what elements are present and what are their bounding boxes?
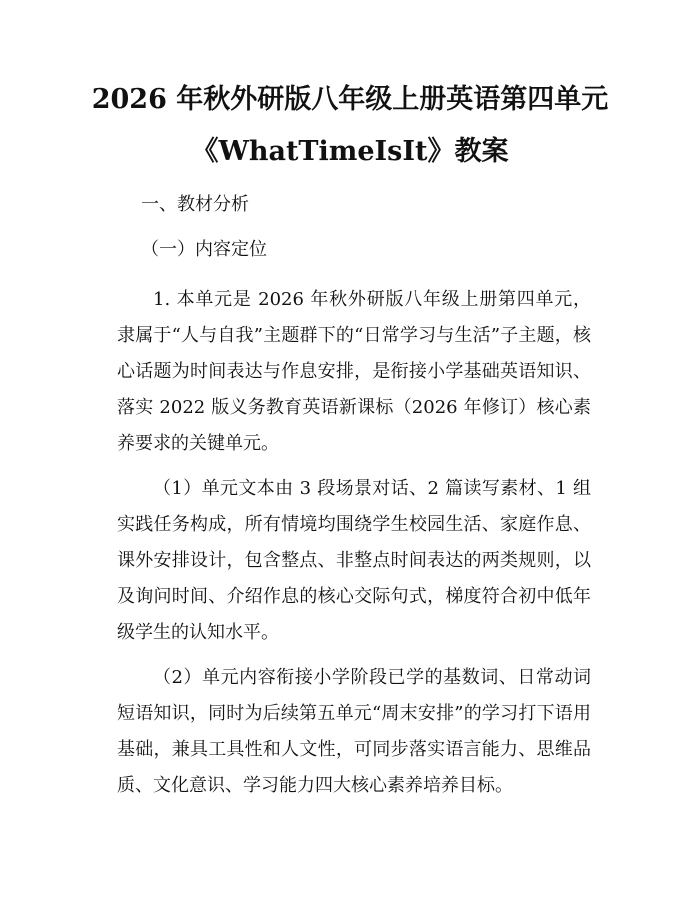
- document-title-line-2: 《WhatTimeIsIt》教案: [191, 136, 509, 167]
- paragraph-3: （2）单元内容衔接小学阶段已学的基数词、日常动词短语知识，同时为后续第五单元“周末安排”的学习打下语用基础，兼具工具性和人文性，可同步落实语言能力、思维品质、文化意识、学习能力四大核心素养培养目标。: [117, 667, 591, 796]
- subsection-heading: （一）内容定位: [141, 239, 267, 260]
- paragraph-2: （1）单元文本由 3 段场景对话、2 篇读写素材、1 组实践任务构成，所有情境均围绕学生校园生活、家庭作息、课外安排设计，包含整点、非整点时间表达的两类规则，以及询问时间、介绍作息的核心交际句式，梯度符合初中低年级学生的认知水平。: [117, 478, 591, 643]
- section-heading: 一、教材分析: [141, 194, 249, 215]
- document-title-line-1: 2026 年秋外研版八年级上册英语第四单元: [91, 84, 609, 115]
- paragraph-1: 1. 本单元是 2026 年秋外研版八年级上册第四单元，隶属于“人与自我”主题群下的“日常学习与生活”子主题，核心话题为时间表达与作息安排，是衔接小学基础英语知识、落实 2022 版义务教育英语新课标（2026 年修订）核心素养要求的关键单元。: [117, 289, 591, 454]
